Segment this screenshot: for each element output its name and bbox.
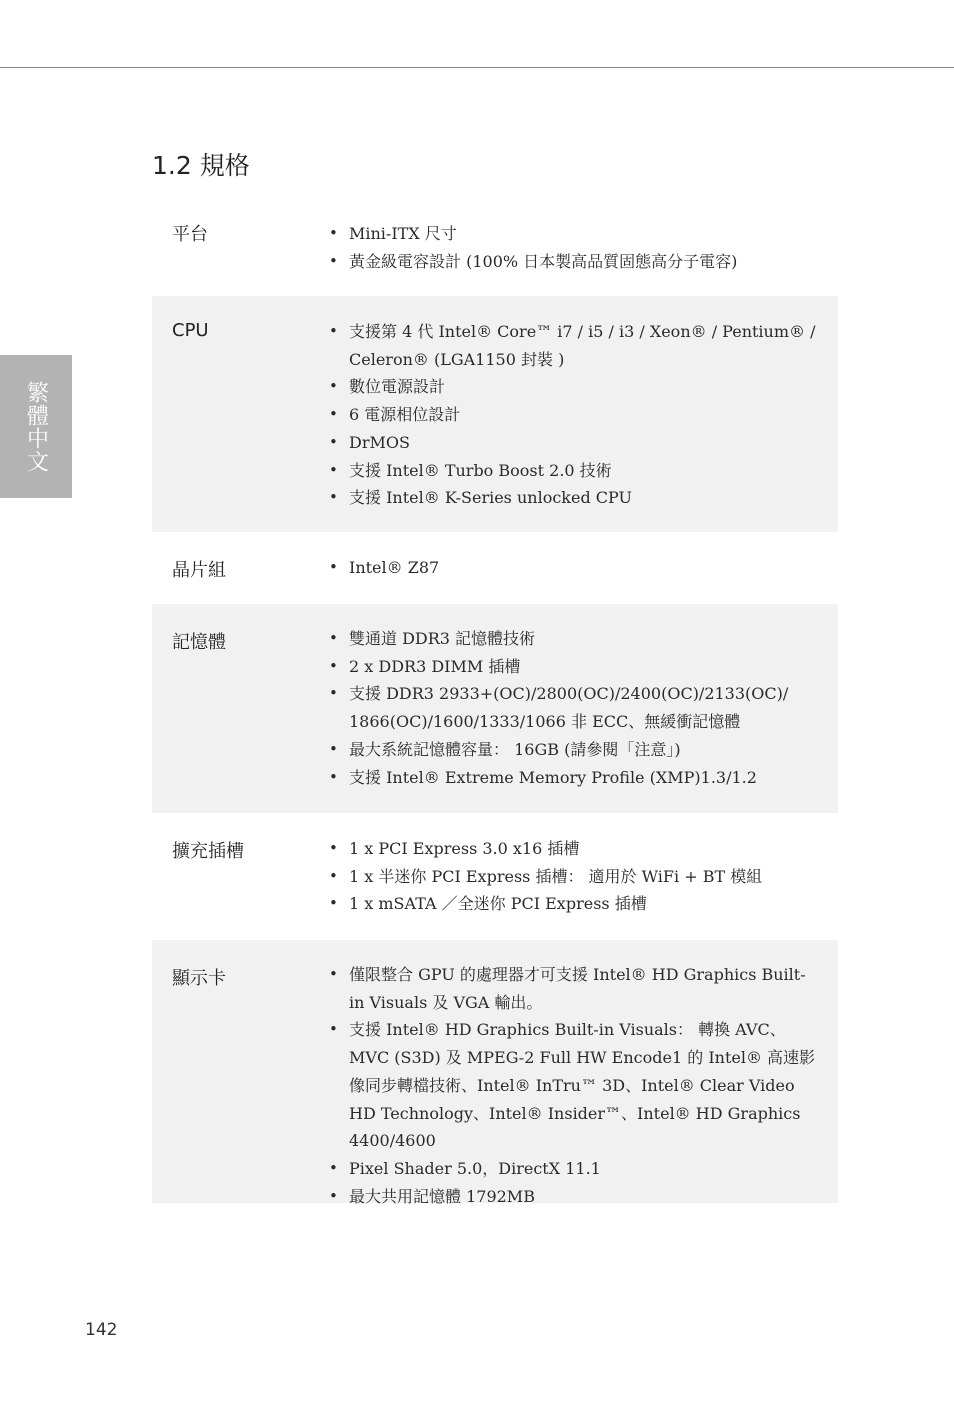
spec-list [329, 625, 816, 791]
spec-row-chipset [152, 532, 838, 604]
spec-item: • 黃金級電容設計 (100% 日本製高品質固態高分子電容) [329, 248, 816, 276]
spec-item: • 2 x DDR3 DIMM 插槽 [329, 653, 816, 681]
spec-item: • 數位電源設計 [329, 373, 816, 401]
section-number: 1.2 [152, 151, 192, 180]
spec-item: • 支援 Intel® Turbo Boost 2.0 技術 [329, 457, 816, 485]
spec-list [329, 961, 816, 1210]
top-rule [0, 67, 954, 68]
spec-label: 晶片組 [172, 560, 226, 581]
spec-row-platform [152, 212, 838, 296]
spec-item: • Mini-ITX 尺寸 [329, 220, 816, 248]
spec-label: 平台 [172, 224, 208, 245]
spec-item: • DrMOS [329, 429, 816, 457]
spec-item: • Intel® Z87 [329, 554, 816, 582]
spec-item: • 支援 Intel® K-Series unlocked CPU [329, 484, 816, 512]
language-side-tab [0, 355, 72, 498]
spec-item: • 僅限整合 GPU 的處理器才可支援 Intel® HD Graphics Built-in Visuals 及 VGA 輸出。 [329, 961, 816, 1016]
spec-item: • 支援第 4 代 Intel® Core™ i7 / i5 / i3 / Xeon® / Pentium® / Celeron® (LGA1150 封裝 ) [329, 318, 816, 373]
spec-label: CPU [172, 320, 209, 341]
language-label: 繁體中文 [23, 380, 49, 473]
spec-item: • 1 x 半迷你 PCI Express 插槽： 適用於 WiFi + BT 模組 [329, 863, 816, 891]
section-title: 規格 [199, 151, 250, 180]
spec-item: • 1 x mSATA ／全迷你 PCI Express 插槽 [329, 890, 816, 918]
spec-item: • 支援 Intel® HD Graphics Built-in Visuals： 轉換 AVC、MVC (S3D) 及 MPEG-2 Full HW Encode1 的 Intel® 高速影像同步轉檔技術、Intel® InTru™ 3D、Intel® Clear Video HD Technology、Intel® Insider™、Intel® HD Graphics 4400/4600 [329, 1016, 816, 1155]
spec-row-memory [152, 604, 838, 813]
spec-item: • 支援 Intel® Extreme Memory Profile (XMP)1.3/1.2 [329, 764, 816, 792]
spec-label: 記憶體 [172, 632, 226, 653]
section-heading [152, 146, 250, 182]
spec-row-cpu [152, 296, 838, 532]
page-number: 142 [85, 1320, 118, 1340]
spec-item: • 6 電源相位設計 [329, 401, 816, 429]
spec-item: • 最大系統記憶體容量： 16GB (請參閱「注意」) [329, 736, 816, 764]
spec-list [329, 318, 816, 512]
spec-row-graphics [152, 940, 838, 1206]
spec-list [329, 554, 816, 582]
spec-item: • 雙通道 DDR3 記憶體技術 [329, 625, 816, 653]
spec-item: • 1 x PCI Express 3.0 x16 插槽 [329, 835, 816, 863]
spec-item: • 支援 DDR3 2933+(OC)/2800(OC)/2400(OC)/2133(OC)/ 1866(OC)/1600/1333/1066 非 ECC、無緩衝記憶體 [329, 680, 816, 735]
spec-label: 顯示卡 [172, 968, 226, 989]
spec-label: 擴充插槽 [172, 841, 244, 862]
spec-item: • Pixel Shader 5.0，DirectX 11.1 [329, 1155, 816, 1183]
spec-item: • 最大共用記憶體 1792MB [329, 1183, 816, 1211]
spec-list [329, 220, 816, 275]
spec-list [329, 835, 816, 918]
spec-row-expansion-slots [152, 813, 838, 940]
